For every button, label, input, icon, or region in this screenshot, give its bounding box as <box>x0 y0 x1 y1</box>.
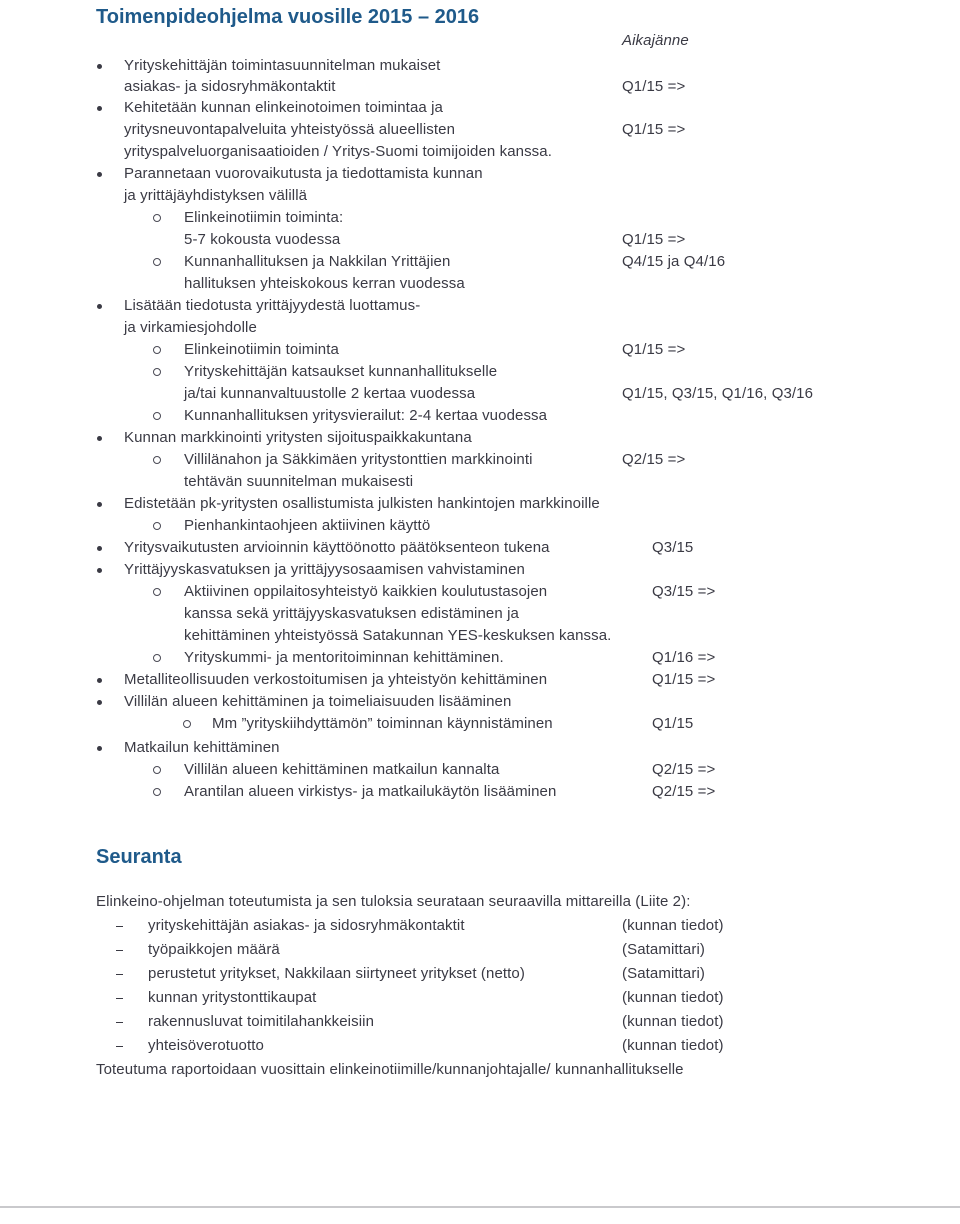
item-text: Yrittäjyyskasvatuksen ja yrittäjyysosaamisen vahvistaminen <box>124 561 525 578</box>
bullet <box>97 502 102 507</box>
bullet <box>97 678 102 683</box>
section-intro: Elinkeino-ohjelman toteutumista ja sen tuloksia seurataan seuraavilla mittareilla (Liite 2): <box>96 893 691 910</box>
item-timeframe: Q3/15 <box>652 539 694 556</box>
bullet <box>97 546 102 551</box>
sub-bullet <box>153 522 161 530</box>
item-text: Parannetaan vuorovaikutusta ja tiedottamista kunnan <box>124 165 483 182</box>
item-text: Villilänahon ja Säkkimäen yritystonttien markkinointi <box>184 451 533 468</box>
metric-label: perustetut yritykset, Nakkilaan siirtyneet yritykset (netto) <box>148 965 525 982</box>
list-dash <box>116 998 123 999</box>
item-text: Kunnan markkinointi yritysten sijoituspaikkakuntana <box>124 429 472 446</box>
item-text: yritysneuvontapalveluita yhteistyössä alueellisten <box>124 121 456 138</box>
metric-source: (kunnan tiedot) <box>622 989 724 1006</box>
item-timeframe: Q4/15 ja Q4/16 <box>622 253 726 270</box>
item-text: Elinkeinotiimin toiminta <box>184 341 339 358</box>
bullet <box>97 700 102 705</box>
sub-bullet <box>153 412 161 420</box>
item-timeframe: Q1/15 => <box>622 78 686 95</box>
bullet <box>97 746 102 751</box>
item-timeframe: Q1/15 => <box>622 231 686 248</box>
metric-label: yrityskehittäjän asiakas- ja sidosryhmäkontaktit <box>148 917 465 934</box>
item-text: Kunnanhallituksen ja Nakkilan Yrittäjien <box>184 253 451 270</box>
bullet <box>97 568 102 573</box>
metric-source: (Satamittari) <box>622 965 705 982</box>
item-text: Edistetään pk-yritysten osallistumista julkisten hankintojen markkinoille <box>124 495 600 512</box>
item-text: Aktiivinen oppilaitosyhteistyö kaikkien koulutustasojen <box>184 583 548 600</box>
sub-bullet <box>153 258 161 266</box>
item-timeframe: Q3/15 => <box>652 583 716 600</box>
bullet <box>97 172 102 177</box>
item-text: Yrityskehittäjän toimintasuunnitelman mukaiset <box>124 57 441 74</box>
item-text: Metalliteollisuuden verkostoitumisen ja yhteistyön kehittäminen <box>124 671 548 688</box>
metric-source: (Satamittari) <box>622 941 705 958</box>
item-text: hallituksen yhteiskokous kerran vuodessa <box>184 275 465 292</box>
list-dash <box>116 1046 123 1047</box>
metric-label: kunnan yritystonttikaupat <box>148 989 317 1006</box>
item-text: Villilän alueen kehittäminen ja toimeliaisuuden lisääminen <box>124 693 512 710</box>
item-text: kanssa sekä yrittäjyyskasvatuksen edistäminen ja <box>184 605 519 622</box>
item-timeframe: Q1/15 => <box>622 341 686 358</box>
timeframe-header: Aikajänne <box>622 32 689 49</box>
sub-bullet <box>153 346 161 354</box>
item-text: kehittäminen yhteistyössä Satakunnan YES-keskuksen kanssa. <box>184 627 612 644</box>
item-text: tehtävän suunnitelman mukaisesti <box>184 473 414 490</box>
sub-bullet <box>153 456 161 464</box>
sub-bullet <box>153 588 161 596</box>
list-dash <box>116 974 123 975</box>
item-text: Arantilan alueen virkistys- ja matkailukäytön lisääminen <box>184 783 557 800</box>
item-timeframe: Q1/16 => <box>652 649 716 666</box>
metric-label: rakennusluvat toimitilahankkeisiin <box>148 1013 375 1030</box>
item-timeframe: Q1/15 <box>652 715 694 732</box>
item-timeframe: Q2/15 => <box>652 761 716 778</box>
bullet <box>97 304 102 309</box>
item-text: Pienhankintaohjeen aktiivinen käyttö <box>184 517 431 534</box>
item-text: Yritysvaikutusten arvioinnin käyttöönotto päätöksenteon tukena <box>124 539 550 556</box>
item-timeframe: Q1/15 => <box>652 671 716 688</box>
item-text: Yrityskehittäjän katsaukset kunnanhallitukselle <box>184 363 498 380</box>
item-text: ja/tai kunnanvaltuustolle 2 kertaa vuodessa <box>184 385 476 402</box>
sub-bullet <box>153 214 161 222</box>
sub-bullet <box>153 654 161 662</box>
metric-source: (kunnan tiedot) <box>622 1013 724 1030</box>
item-text: Kehitetään kunnan elinkeinotoimen toimintaa ja <box>124 99 443 116</box>
section-footer: Toteutuma raportoidaan vuosittain elinkeinotiimille/kunnanjohtajalle/ kunnanhallitukselle <box>96 1061 684 1078</box>
scan-divider <box>0 1206 960 1208</box>
item-timeframe: Q2/15 => <box>622 451 686 468</box>
item-text: asiakas- ja sidosryhmäkontaktit <box>124 78 336 95</box>
item-timeframe: Q1/15 => <box>622 121 686 138</box>
item-text: Mm ”yrityskiihdyttämön” toiminnan käynnistäminen <box>212 715 553 732</box>
bullet <box>97 106 102 111</box>
metric-label: yhteisöverotuotto <box>148 1037 264 1054</box>
item-text: Lisätään tiedotusta yrittäjyydestä luottamus- <box>124 297 421 314</box>
item-text: yrityspalveluorganisaatioiden / Yritys-Suomi toimijoiden kanssa. <box>124 143 552 160</box>
item-timeframe: Q1/15, Q3/15, Q1/16, Q3/16 <box>622 385 814 402</box>
sub-bullet <box>153 788 161 796</box>
bullet <box>97 436 102 441</box>
section-heading: Seuranta <box>96 846 182 868</box>
item-text: 5-7 kokousta vuodessa <box>184 231 341 248</box>
item-text: Yrityskummi- ja mentoritoiminnan kehittäminen. <box>184 649 504 666</box>
sub-bullet <box>183 720 191 728</box>
bullet <box>97 64 102 69</box>
page-title: Toimenpideohjelma vuosille 2015 – 2016 <box>96 6 480 28</box>
item-text: Matkailun kehittäminen <box>124 739 280 756</box>
item-timeframe: Q2/15 => <box>652 783 716 800</box>
item-text: Elinkeinotiimin toiminta: <box>184 209 344 226</box>
metric-source: (kunnan tiedot) <box>622 917 724 934</box>
item-text: Kunnanhallituksen yritysvierailut: 2-4 kertaa vuodessa <box>184 407 548 424</box>
metric-source: (kunnan tiedot) <box>622 1037 724 1054</box>
sub-bullet <box>153 766 161 774</box>
list-dash <box>116 1022 123 1023</box>
metric-label: työpaikkojen määrä <box>148 941 280 958</box>
item-text: ja virkamiesjohdolle <box>124 319 257 336</box>
item-text: Villilän alueen kehittäminen matkailun kannalta <box>184 761 500 778</box>
item-text: ja yrittäjäyhdistyksen välillä <box>124 187 308 204</box>
list-dash <box>116 950 123 951</box>
sub-bullet <box>153 368 161 376</box>
list-dash <box>116 926 123 927</box>
